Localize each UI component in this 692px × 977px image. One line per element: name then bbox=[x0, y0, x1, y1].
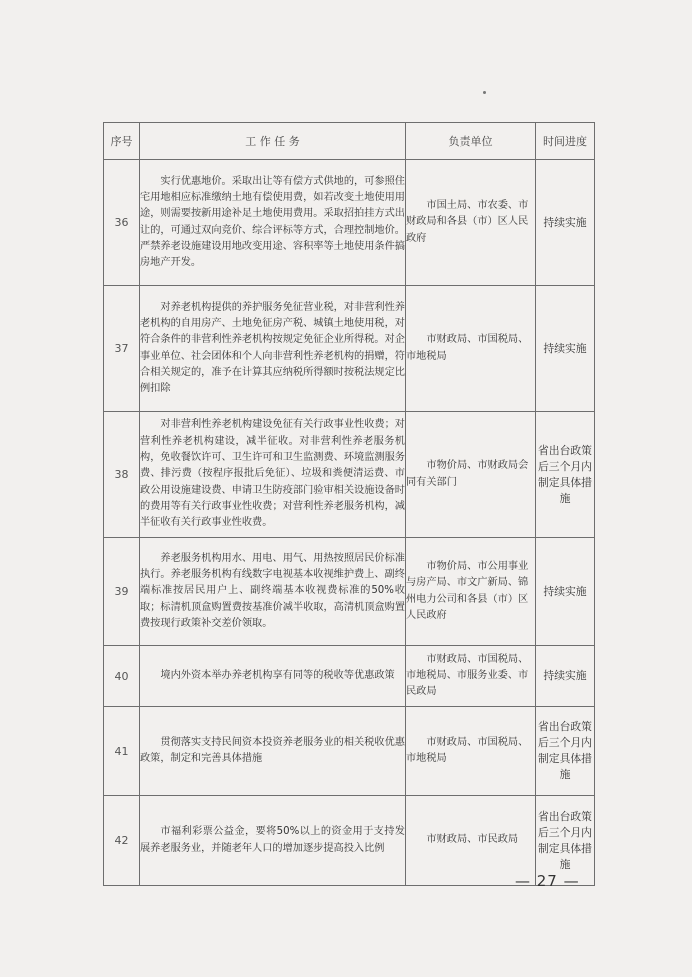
table-row bbox=[104, 412, 595, 538]
table-header-row bbox=[104, 123, 595, 160]
header-time: 时间进度 bbox=[536, 123, 595, 160]
row-index: 39 bbox=[104, 538, 140, 646]
row-index: 41 bbox=[104, 707, 140, 796]
row-index: 42 bbox=[104, 796, 140, 886]
row-task: 市福利彩票公益金，要将50%以上的资金用于支持发展养老服务业，并随老年人口的增加逐步提高投入比例 bbox=[140, 796, 406, 886]
row-unit: 市物价局、市财政局会同有关部门 bbox=[406, 412, 536, 538]
row-time: 持续实施 bbox=[536, 538, 595, 646]
task-table bbox=[103, 122, 595, 886]
row-task: 实行优惠地价。采取出让等有偿方式供地的，可参照住宅用地相应标准缴纳土地有偿使用费，如若改变土地使用用途，则需要按新用途补足土地使用费用。采取招拍挂方式出让的，可通过双向竞价、综合评标等方式，合理控制地价。严禁养老设施建设用地改变用途、容积率等土地使用条件搞房地产开发。 bbox=[140, 160, 406, 286]
table-row bbox=[104, 707, 595, 796]
row-time: 持续实施 bbox=[536, 160, 595, 286]
table-row bbox=[104, 646, 595, 707]
row-task: 对非营利性养老机构建设免征有关行政事业性收费；对营利性养老机构建设，减半征收。对非营利性养老服务机构，免收餐饮许可、卫生许可和卫生监测费、环境监测服务费、排污费（按程序报批后免征）、垃圾和粪便清运费、市政公用设施建设费、申请卫生防疫部门验审相关设施设备时的费用等有关行政事业性收费；对营利性养老服务机构，减半征收有关行政事业性收费。 bbox=[140, 412, 406, 538]
row-time: 省出台政策后三个月内制定具体措施 bbox=[536, 707, 595, 796]
row-index: 37 bbox=[104, 286, 140, 412]
header-index: 序号 bbox=[104, 123, 140, 160]
row-unit: 市国土局、市农委、市财政局和各县（市）区人民政府 bbox=[406, 160, 536, 286]
row-unit: 市物价局、市公用事业与房产局、市文广新局、锦州电力公司和各县（市）区人民政府 bbox=[406, 538, 536, 646]
row-unit: 市财政局、市国税局、市地税局 bbox=[406, 286, 536, 412]
header-unit: 负责单位 bbox=[406, 123, 536, 160]
row-time: 持续实施 bbox=[536, 286, 595, 412]
row-task: 对养老机构提供的养护服务免征营业税，对非营利性养老机构的自用房产、土地免征房产税、城镇土地使用税，对符合条件的非营利性养老机构按规定免征企业所得税。对企事业单位、社会团体和个人向非营利性养老机构的捐赠，符合相关规定的，准予在计算其应纳税所得额时按税法规定比例扣除 bbox=[140, 286, 406, 412]
row-unit: 市财政局、市民政局 bbox=[406, 796, 536, 886]
scan-speck bbox=[483, 91, 486, 94]
row-index: 38 bbox=[104, 412, 140, 538]
row-index: 36 bbox=[104, 160, 140, 286]
row-index: 40 bbox=[104, 646, 140, 707]
table-row bbox=[104, 160, 595, 286]
row-task: 境内外资本举办养老机构享有同等的税收等优惠政策 bbox=[140, 646, 406, 707]
row-time: 省出台政策后三个月内制定具体措施 bbox=[536, 796, 595, 886]
row-time: 省出台政策后三个月内制定具体措施 bbox=[536, 412, 595, 538]
row-task: 贯彻落实支持民间资本投资养老服务业的相关税收优惠政策，制定和完善具体措施 bbox=[140, 707, 406, 796]
row-task: 养老服务机构用水、用电、用气、用热按照居民价标准执行。养老服务机构有线数字电视基本收视维护费上、副终端标准按居民用户上、副终端基本收视费标准的50%收取；标清机顶盒购置费按基准价减半收取，高清机顶盒购置费按现行政策补交差价领取。 bbox=[140, 538, 406, 646]
table-row bbox=[104, 538, 595, 646]
table-row bbox=[104, 286, 595, 412]
row-unit: 市财政局、市国税局、市地税局、市服务业委、市民政局 bbox=[406, 646, 536, 707]
row-unit: 市财政局、市国税局、市地税局 bbox=[406, 707, 536, 796]
page-number: — 27 — bbox=[515, 872, 580, 890]
row-time: 持续实施 bbox=[536, 646, 595, 707]
header-task: 工 作 任 务 bbox=[140, 123, 406, 160]
